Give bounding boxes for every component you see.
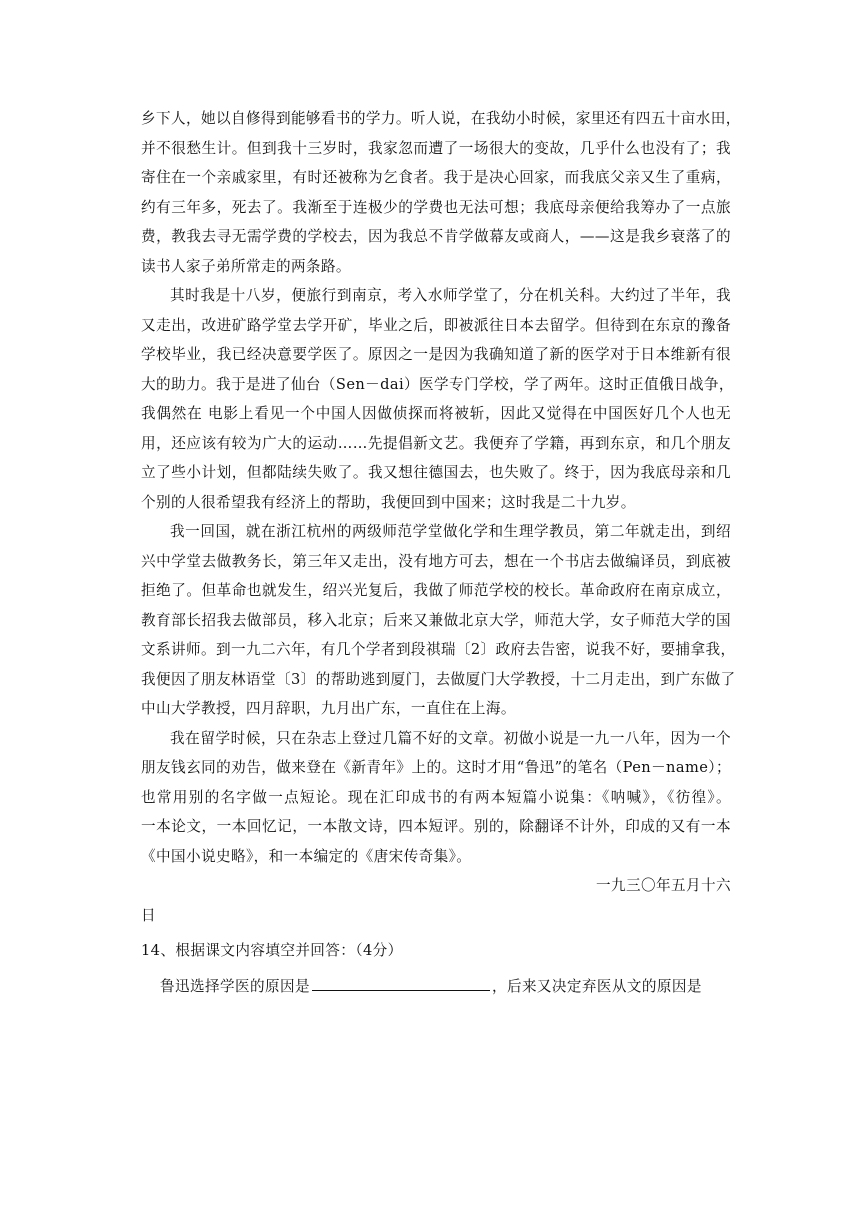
question-14-prompt: 14、根据课文内容填空并回答：（4分） <box>141 942 403 959</box>
date-tail: 日 <box>141 906 156 924</box>
text-line: 一本论文，一本回忆记，一本散文诗，四本短评。别的，除翻译不计外，印成的又有一本 <box>141 818 731 835</box>
text-line: 文系讲师。到一九二六年，有几个学者到段祺瑞〔2〕政府去告密，说我不好，要捕拿我， <box>141 641 736 658</box>
text-line: 又走出，改进矿路学堂去学开矿，毕业之后，即被派往日本去留学。但待到在东京的豫备 <box>141 316 731 334</box>
text-line: 《中国小说史略》，和一本编定的《唐宋传奇集》。 <box>141 847 472 865</box>
answer-blank[interactable] <box>312 974 490 991</box>
answer-text-before: 鲁迅选择学医的原因是 <box>160 977 310 995</box>
paragraph-1 <box>141 104 741 281</box>
paragraph-4 <box>141 724 731 872</box>
text-line: 我便因了朋友林语堂〔3〕的帮助逃到厦门，去做厦门大学教授，十二月走出，到广东做了 <box>141 670 736 688</box>
date-line: 一九三〇年五月十六 <box>596 877 731 894</box>
text-line: 我一回国，就在浙江杭州的两级师范学堂做化学和生理学教员，第二年就走出，到绍 <box>170 523 731 540</box>
text-line: 我偶然在 电影上看见一个中国人因做侦探而将被斩，因此又觉得在中国医好几个人也无 <box>141 405 731 422</box>
text-line: 兴中学堂去做教务长，第三年又走出，没有地方可去，想在一个书店去做编译员，到底被 <box>141 552 731 570</box>
text-line: 学校毕业，我已经决意要学医了。原因之一是因为我确知道了新的医学对于日本维新有很 <box>141 346 731 363</box>
text-line: 立了些小计划，但都陆续失败了。我又想往德国去，也失败了。终于，因为我底母亲和几 <box>141 464 731 481</box>
paragraph-3 <box>141 517 736 724</box>
text-line: 中山大学教授，四月辞职，九月出广东，一直住在上海。 <box>141 700 516 717</box>
text-line: 约有三年多，死去了。我渐至于连极少的学费也无法可想；我底母亲便给我筹办了一点旅 <box>141 198 731 216</box>
answer-text-after: ，后来又决定弃医从文的原因是 <box>491 977 702 995</box>
text-line: 朋友钱玄同的劝告，做来登在《新青年》上的。这时才用“鲁迅”的笔名（Pen－name）； <box>141 759 731 776</box>
paragraph-2 <box>141 281 734 517</box>
text-line: 也常用别的名字做一点短论。现在汇印成书的有两本短篇小说集：《呐喊》，《彷徨》。 <box>141 788 731 806</box>
text-line: 个别的人很希望我有经济上的帮助，我便回到中国来；这时我是二十九岁。 <box>141 493 636 511</box>
text-line: 读书人家子弟所常走的两条路。 <box>141 257 351 275</box>
text-line: 用，还应该有较为广大的运动……先提倡新文艺。我便弃了学籍，再到东京，和几个朋友 <box>141 434 731 452</box>
text-line: 我在留学时候，只在杂志上登过几篇不好的文章。初做小说是一九一八年，因为一个 <box>170 729 731 747</box>
text-line: 其时我是十八岁，便旅行到南京，考入水师学堂了，分在机关科。大约过了半年，我 <box>170 287 731 304</box>
text-line: 教育部长招我去做部员，移入北京；后来又兼做北京大学，师范大学，女子师范大学的国 <box>141 611 731 629</box>
document-page <box>141 104 741 1001</box>
text-line: 费，教我去寻无需学费的学校去，因为我总不肯学做幕友或商人，——这是我乡衰落了的 <box>141 228 731 245</box>
text-line: 拒绝了。但革命也就发生，绍兴光复后，我做了师范学校的校长。革命政府在南京成立， <box>141 582 731 599</box>
text-line: 乡下人，她以自修得到能够看书的学力。听人说，在我幼小时候，家里还有四五十亩水田， <box>141 110 741 127</box>
text-line: 并不很愁生计。但到我十三岁时，我家忽而遭了一场很大的变故，几乎什么也没有了；我 <box>141 139 731 157</box>
question-14-answer-line <box>141 972 731 1002</box>
text-line: 寄住在一个亲戚家里，有时还被称为乞食者。我于是决心回家，而我底父亲又生了重病， <box>141 169 731 186</box>
text-line: 大的助力。我于是进了仙台（Sen－dai）医学专门学校，学了两年。这时正值俄日战争， <box>141 375 734 393</box>
